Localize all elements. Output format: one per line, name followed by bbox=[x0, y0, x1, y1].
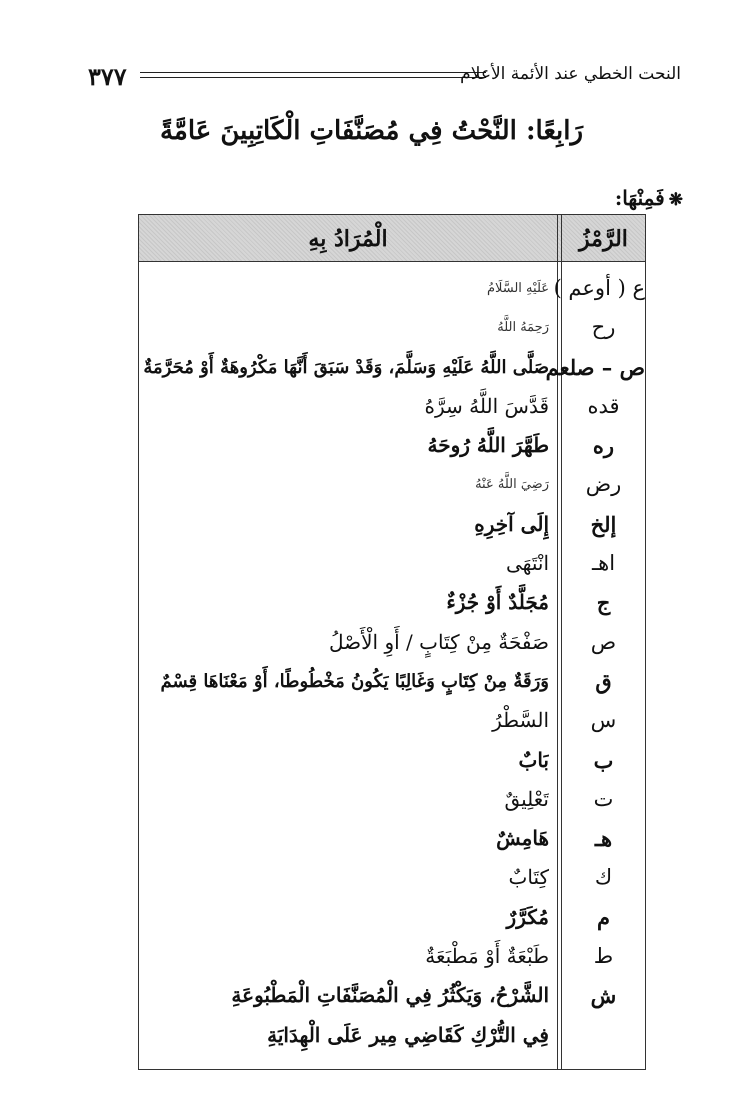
intro-label bbox=[615, 186, 683, 210]
row-code: ع ( أوعم ) bbox=[553, 276, 645, 300]
row-meaning: فِي التُّرْكِ كَقَاضِي مِير عَلَى الْهِدَايَةِ bbox=[267, 1022, 549, 1047]
row-code: ت bbox=[593, 786, 614, 811]
row-meaning: وَرَقَةٌ مِنْ كِتَابٍ وَغَالِبًا يَكُونُ مَخْطُوطًا، أَوْ مَعْنَاهَا قِسْمٌ bbox=[160, 670, 549, 692]
table-row bbox=[139, 269, 645, 308]
row-meaning: صَلَّى اللَّهُ عَلَيْهِ وَسَلَّمَ، وَقَدْ سَبَقَ أَنَّهَا مَكْرُوهَةٌ أَوْ مُحَرَّمَةٌ bbox=[143, 356, 549, 378]
table-row bbox=[139, 741, 645, 780]
section-heading: رَابِعًا: النَّحْتُ فِي مُصَنَّفَاتِ الْكَاتِبِينَ عَامَّةً bbox=[159, 116, 584, 146]
row-meaning: الشَّرْحُ، وَيَكْثُرُ فِي الْمُصَنَّفَاتِ الْمَطْبُوعَةِ bbox=[231, 983, 549, 1008]
header-meaning: الْمُرَادُ بِهِ bbox=[308, 226, 388, 252]
header-code: الرَّمْزُ bbox=[579, 226, 628, 252]
row-meaning: صَفْحَةٌ مِنْ كِتَابٍ / أَوِ الْأَصْلُ bbox=[329, 629, 549, 654]
row-code: ق bbox=[595, 668, 612, 694]
running-title: النحت الخطي عند الأئمة الأعلام bbox=[460, 64, 681, 84]
flower-ornament-icon: ❋ bbox=[668, 190, 683, 210]
row-meaning: طَبْعَةٌ أَوْ مَطْبَعَةٌ bbox=[425, 944, 549, 969]
header-rule bbox=[140, 72, 486, 78]
row-meaning: رَحِمَهُ اللَّهُ bbox=[497, 320, 549, 336]
row-meaning: طَهَّرَ اللَّهُ رُوحَهُ bbox=[427, 433, 549, 458]
table-row bbox=[139, 701, 645, 740]
table-row bbox=[139, 780, 645, 819]
row-code: اهـ bbox=[591, 551, 616, 576]
intro-label-text: فَمِنْهَا: bbox=[614, 186, 665, 210]
row-meaning: مُجَلَّدٌ أَوْ جُزْءٌ bbox=[446, 590, 549, 615]
table-rows bbox=[139, 269, 645, 1055]
row-meaning: انْتَهَى bbox=[505, 551, 549, 576]
table-row bbox=[139, 662, 645, 701]
table-row bbox=[139, 583, 645, 622]
row-meaning: بَابٌ bbox=[518, 747, 549, 772]
row-meaning: إِلَى آخِرِهِ bbox=[474, 511, 549, 536]
row-meaning: كِتَابٌ bbox=[508, 865, 549, 890]
table-row bbox=[139, 348, 645, 387]
row-code: هـ bbox=[594, 826, 613, 852]
row-code: رض bbox=[585, 472, 622, 497]
row-code: إلخ bbox=[590, 511, 617, 537]
table-row bbox=[139, 505, 645, 544]
table-row bbox=[139, 1016, 645, 1055]
row-code: م bbox=[596, 904, 610, 930]
row-code: ج bbox=[596, 590, 611, 616]
page-number: ٣٧٧ bbox=[88, 62, 127, 91]
table-row bbox=[139, 898, 645, 937]
abbreviations-table bbox=[138, 214, 646, 1070]
row-meaning: هَامِشٌ bbox=[496, 826, 549, 851]
row-code: ط bbox=[593, 944, 614, 969]
row-code: قده bbox=[587, 393, 620, 418]
row-code: ك bbox=[594, 865, 613, 890]
table-row bbox=[139, 819, 645, 858]
row-meaning: قَدَّسَ اللَّهُ سِرَّهُ bbox=[424, 393, 549, 418]
row-meaning: تَعْلِيقٌ bbox=[504, 786, 549, 811]
table-row bbox=[139, 623, 645, 662]
table-row bbox=[139, 308, 645, 347]
table-row bbox=[139, 465, 645, 504]
row-code: ش bbox=[590, 983, 617, 1009]
table-row bbox=[139, 387, 645, 426]
table-row bbox=[139, 426, 645, 465]
row-code: ره bbox=[592, 433, 615, 459]
row-code: س bbox=[590, 708, 617, 733]
row-code: ص – صلعم bbox=[545, 354, 645, 380]
table-header bbox=[139, 215, 645, 262]
row-code: ب bbox=[593, 747, 614, 773]
row-meaning: عَلَيْهِ السَّلَامُ bbox=[486, 281, 549, 296]
table-row bbox=[139, 858, 645, 897]
table-row bbox=[139, 976, 645, 1015]
table-row bbox=[139, 937, 645, 976]
row-code: رح bbox=[591, 315, 616, 340]
row-meaning: مُكَرَّرٌ bbox=[506, 904, 549, 929]
row-meaning: رَضِيَ اللَّهُ عَنْهُ bbox=[475, 477, 549, 493]
table-row bbox=[139, 544, 645, 583]
row-meaning: السَّطْرُ bbox=[492, 708, 549, 733]
row-code: ص bbox=[590, 629, 617, 654]
